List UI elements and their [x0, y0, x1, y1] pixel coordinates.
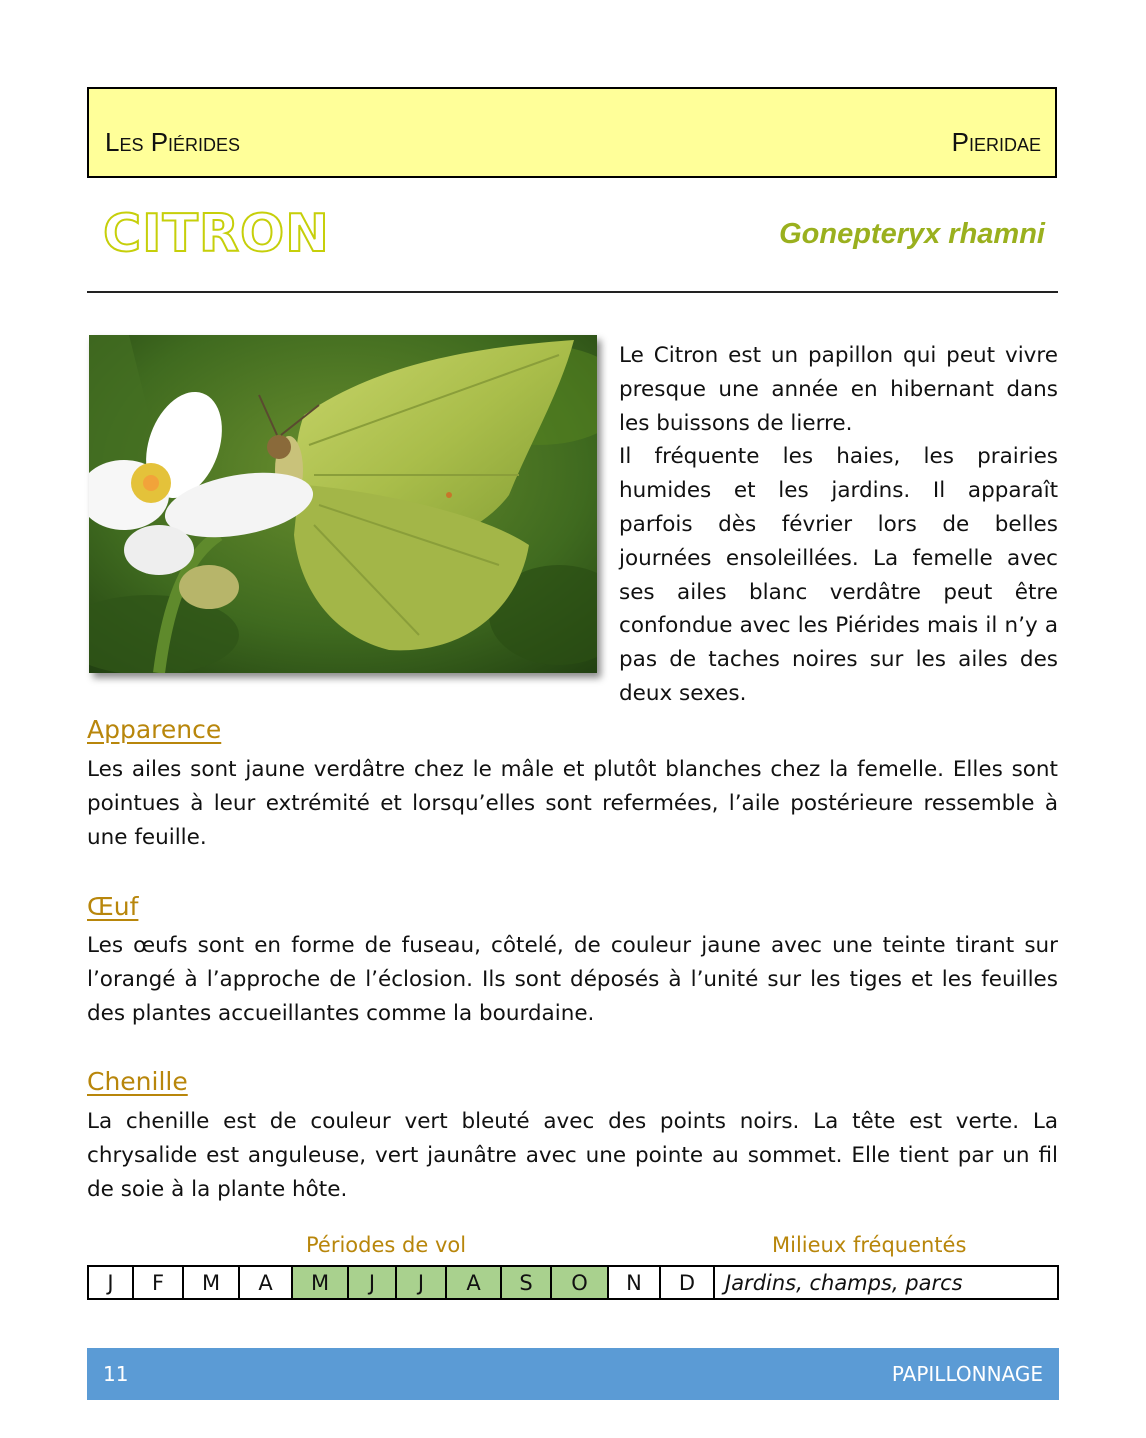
month-cell-jul: J	[396, 1266, 446, 1299]
section-text-chenille: La chenille est de couleur vert bleuté avec des points noirs. La tête est verte. La chrysalide est anguleuse, vert jaunâtre avec une pointe au sommet. Elle tient par un fil de soie à la plante hôte.	[87, 1109, 1058, 1202]
flight-periods-label: Périodes de vol	[306, 1233, 467, 1257]
month-cell-sep: S	[501, 1266, 551, 1299]
family-header-box	[87, 87, 1057, 178]
species-latin-name: Gonepteryx rhamni	[779, 218, 1045, 250]
month-cell-nov: N	[608, 1266, 660, 1299]
habitat-label: Milieux fréquentés	[772, 1233, 967, 1257]
section-title-apparence: Apparence	[87, 715, 222, 744]
section-title-oeuf: Œuf	[87, 892, 139, 921]
butterfly-photo	[89, 335, 597, 673]
family-french-name: Les Piérides	[105, 127, 241, 157]
page-number: 11	[103, 1362, 129, 1386]
intro-paragraph-1: Le Citron est un papillon qui peut vivre presque une année en hibernant dans les buissons de lierre.	[619, 343, 1058, 436]
family-latin-name: Pieridae	[951, 127, 1041, 157]
flight-period-row	[88, 1266, 1058, 1299]
month-cell-oct: O	[551, 1266, 608, 1299]
page-footer	[87, 1348, 1059, 1400]
month-cell-may: M	[292, 1266, 348, 1299]
intro-text	[619, 339, 1058, 711]
habitat-cell: Jardins, champs, parcs	[714, 1266, 1058, 1299]
month-cell-jan: J	[88, 1266, 133, 1299]
section-text-apparence: Les ailes sont jaune verdâtre chez le mâle et plutôt blanches chez la femelle. Elles sont pointues à leur extrémité et lorsqu’elles sont refermées, l’aile postérieure ressemble à une feuille.	[87, 757, 1058, 850]
month-cell-feb: F	[133, 1266, 183, 1299]
month-cell-mar: M	[183, 1266, 239, 1299]
month-cell-apr: A	[239, 1266, 292, 1299]
month-cell-jun: J	[348, 1266, 396, 1299]
section-title-chenille: Chenille	[87, 1067, 188, 1096]
title-divider	[87, 291, 1058, 293]
species-common-name: CITRON	[103, 204, 330, 264]
month-cell-aug: A	[446, 1266, 501, 1299]
intro-paragraph-2: Il fréquente les haies, les prairies humides et les jardins. Il apparaît parfois dès février lors de belles journées ensoleillées. La femelle avec ses ailes blanc verdâtre peut être confondue avec les Piérides mais il n’y a pas de taches noires sur les ailes des deux sexes.	[619, 444, 1058, 706]
flight-period-table	[87, 1265, 1059, 1300]
publication-name: PAPILLONNAGE	[891, 1362, 1043, 1386]
month-cell-dec: D	[660, 1266, 714, 1299]
section-text-oeuf: Les œufs sont en forme de fuseau, côtelé, de couleur jaune avec une teinte tirant sur l’orangé à l’approche de l’éclosion. Ils sont déposés à l’unité sur les tiges et les feuilles des plantes accueillantes comme la bourdaine.	[87, 933, 1058, 1026]
